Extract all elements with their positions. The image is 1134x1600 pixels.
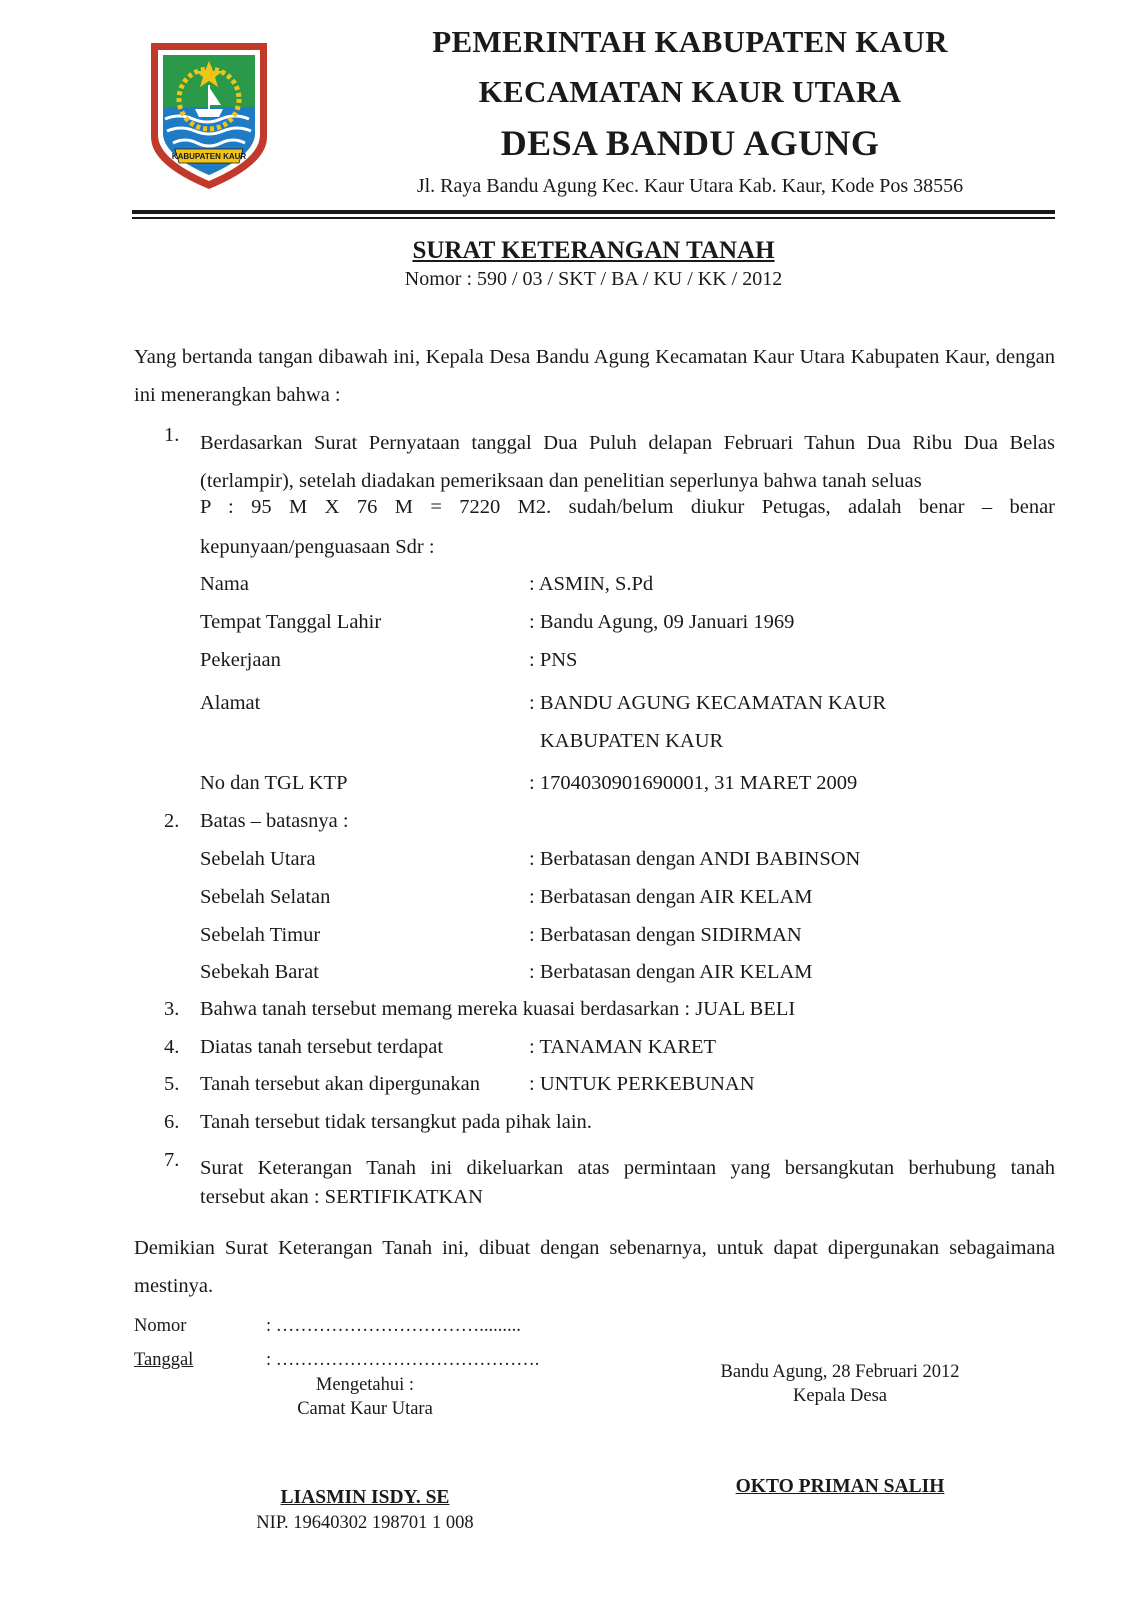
item-6-text: Tanah tersebut tidak tersangkut pada pihak lain. bbox=[200, 1111, 592, 1133]
signature-position: Kepala Desa bbox=[793, 1386, 887, 1406]
document-title: SURAT KETERANGAN TANAH bbox=[412, 237, 775, 264]
item-5-text: Tanah tersebut akan dipergunakan bbox=[200, 1073, 480, 1095]
letterhead-rule-thin bbox=[132, 217, 1055, 219]
letterhead-government: PEMERINTAH KABUPATEN KAUR bbox=[432, 24, 948, 59]
border-south-value: : Berbatasan dengan AIR KELAM bbox=[529, 886, 813, 908]
owner-address-value-line2: KABUPATEN KAUR bbox=[540, 730, 724, 752]
item-2-text: Batas – batasnya : bbox=[200, 810, 349, 832]
item-3-text: Bahwa tanah tersebut memang mereka kuasai berdasarkan : JUAL BELI bbox=[200, 998, 796, 1020]
item-7-number: 7. bbox=[164, 1149, 180, 1171]
item-5-number: 5. bbox=[164, 1073, 180, 1095]
document-number: Nomor : 590 / 03 / SKT / BA / KU / KK / 2012 bbox=[404, 268, 783, 290]
registry-number-value: : ……………………………......... bbox=[266, 1316, 521, 1336]
camat-name: LIASMIN ISDY. SE bbox=[280, 1487, 450, 1508]
border-east-value: : Berbatasan dengan SIDIRMAN bbox=[529, 924, 802, 946]
item-4-number: 4. bbox=[164, 1036, 180, 1058]
item-2-number: 2. bbox=[164, 810, 180, 832]
item-1-text-continued: kepunyaan/penguasaan Sdr : bbox=[200, 536, 435, 558]
closing-paragraph: Demikian Surat Keterangan Tanah ini, dibuat dengan sebenarnya, untuk dapat dipergunakan sebagaimana mestinya. bbox=[134, 1237, 1055, 1297]
registry-number-label: Nomor bbox=[134, 1316, 187, 1336]
item-1-measure: P : 95 M X 76 M = 7220 M2. sudah/belum diukur Petugas, adalah benar – benar bbox=[200, 496, 1055, 518]
owner-job-value: : PNS bbox=[529, 649, 578, 671]
item-1-number: 1. bbox=[164, 424, 180, 446]
letterhead-address: Jl. Raya Bandu Agung Kec. Kaur Utara Kab. Kaur, Kode Pos 38556 bbox=[416, 175, 964, 197]
letterhead-village: DESA BANDU AGUNG bbox=[500, 123, 880, 163]
emblem-banner-text: KABUPATEN KAUR bbox=[171, 152, 247, 161]
owner-name-value: : ASMIN, S.Pd bbox=[529, 573, 654, 595]
border-south-label: Sebelah Selatan bbox=[200, 886, 331, 908]
camat-position: Camat Kaur Utara bbox=[297, 1399, 433, 1419]
letterhead-district: KECAMATAN KAUR UTARA bbox=[478, 74, 902, 109]
owner-job-label: Pekerjaan bbox=[200, 649, 281, 671]
kabupaten-kaur-emblem bbox=[145, 37, 273, 193]
item-4-value: : TANAMAN KARET bbox=[529, 1036, 717, 1058]
owner-ktp-value: : 1704030901690001, 31 MARET 2009 bbox=[529, 772, 858, 794]
signature-place-date: Bandu Agung, 28 Februari 2012 bbox=[720, 1362, 960, 1382]
owner-birth-value: : Bandu Agung, 09 Januari 1969 bbox=[529, 611, 795, 633]
acknowledged-label: Mengetahui : bbox=[315, 1375, 415, 1395]
item-7-text: Surat Keterangan Tanah ini dikeluarkan atas permintaan yang bersangkutan berhubung tanah bbox=[200, 1157, 1055, 1179]
owner-birth-label: Tempat Tanggal Lahir bbox=[200, 611, 382, 633]
camat-nip: NIP. 19640302 198701 1 008 bbox=[256, 1513, 474, 1533]
village-head-name: OKTO PRIMAN SALIH bbox=[735, 1476, 945, 1497]
item-3-number: 3. bbox=[164, 998, 180, 1020]
owner-address-label: Alamat bbox=[200, 692, 261, 714]
item-4-text: Diatas tanah tersebut terdapat bbox=[200, 1036, 444, 1058]
item-7-text-continued: tersebut akan : SERTIFIKATKAN bbox=[200, 1186, 483, 1208]
letterhead-rule-thick bbox=[132, 210, 1055, 214]
border-north-value: : Berbatasan dengan ANDI BABINSON bbox=[529, 848, 861, 870]
border-west-label: Sebekah Barat bbox=[200, 961, 319, 983]
border-north-label: Sebelah Utara bbox=[200, 848, 316, 870]
item-1-text: Berdasarkan Surat Pernyataan tanggal Dua Puluh delapan Februari Tahun Dua Ribu Dua Belas (terlampir), setelah diadakan pemeriksaan dan penelitian seperlunya bahwa tanah seluas bbox=[200, 432, 1055, 492]
owner-name-label: Nama bbox=[200, 573, 249, 595]
registry-date-label: Tanggal bbox=[134, 1350, 194, 1370]
border-east-label: Sebelah Timur bbox=[200, 924, 321, 946]
registry-date-value: : ……………………………………. bbox=[266, 1350, 540, 1370]
border-west-value: : Berbatasan dengan AIR KELAM bbox=[529, 961, 813, 983]
intro-paragraph: Yang bertanda tangan dibawah ini, Kepala Desa Bandu Agung Kecamatan Kaur Utara Kabupaten Kaur, dengan ini menerangkan bahwa : bbox=[134, 346, 1055, 406]
item-6-number: 6. bbox=[164, 1111, 180, 1133]
owner-address-value: : BANDU AGUNG KECAMATAN KAUR bbox=[529, 692, 887, 714]
item-5-value: : UNTUK PERKEBUNAN bbox=[529, 1073, 755, 1095]
owner-ktp-label: No dan TGL KTP bbox=[200, 772, 348, 794]
